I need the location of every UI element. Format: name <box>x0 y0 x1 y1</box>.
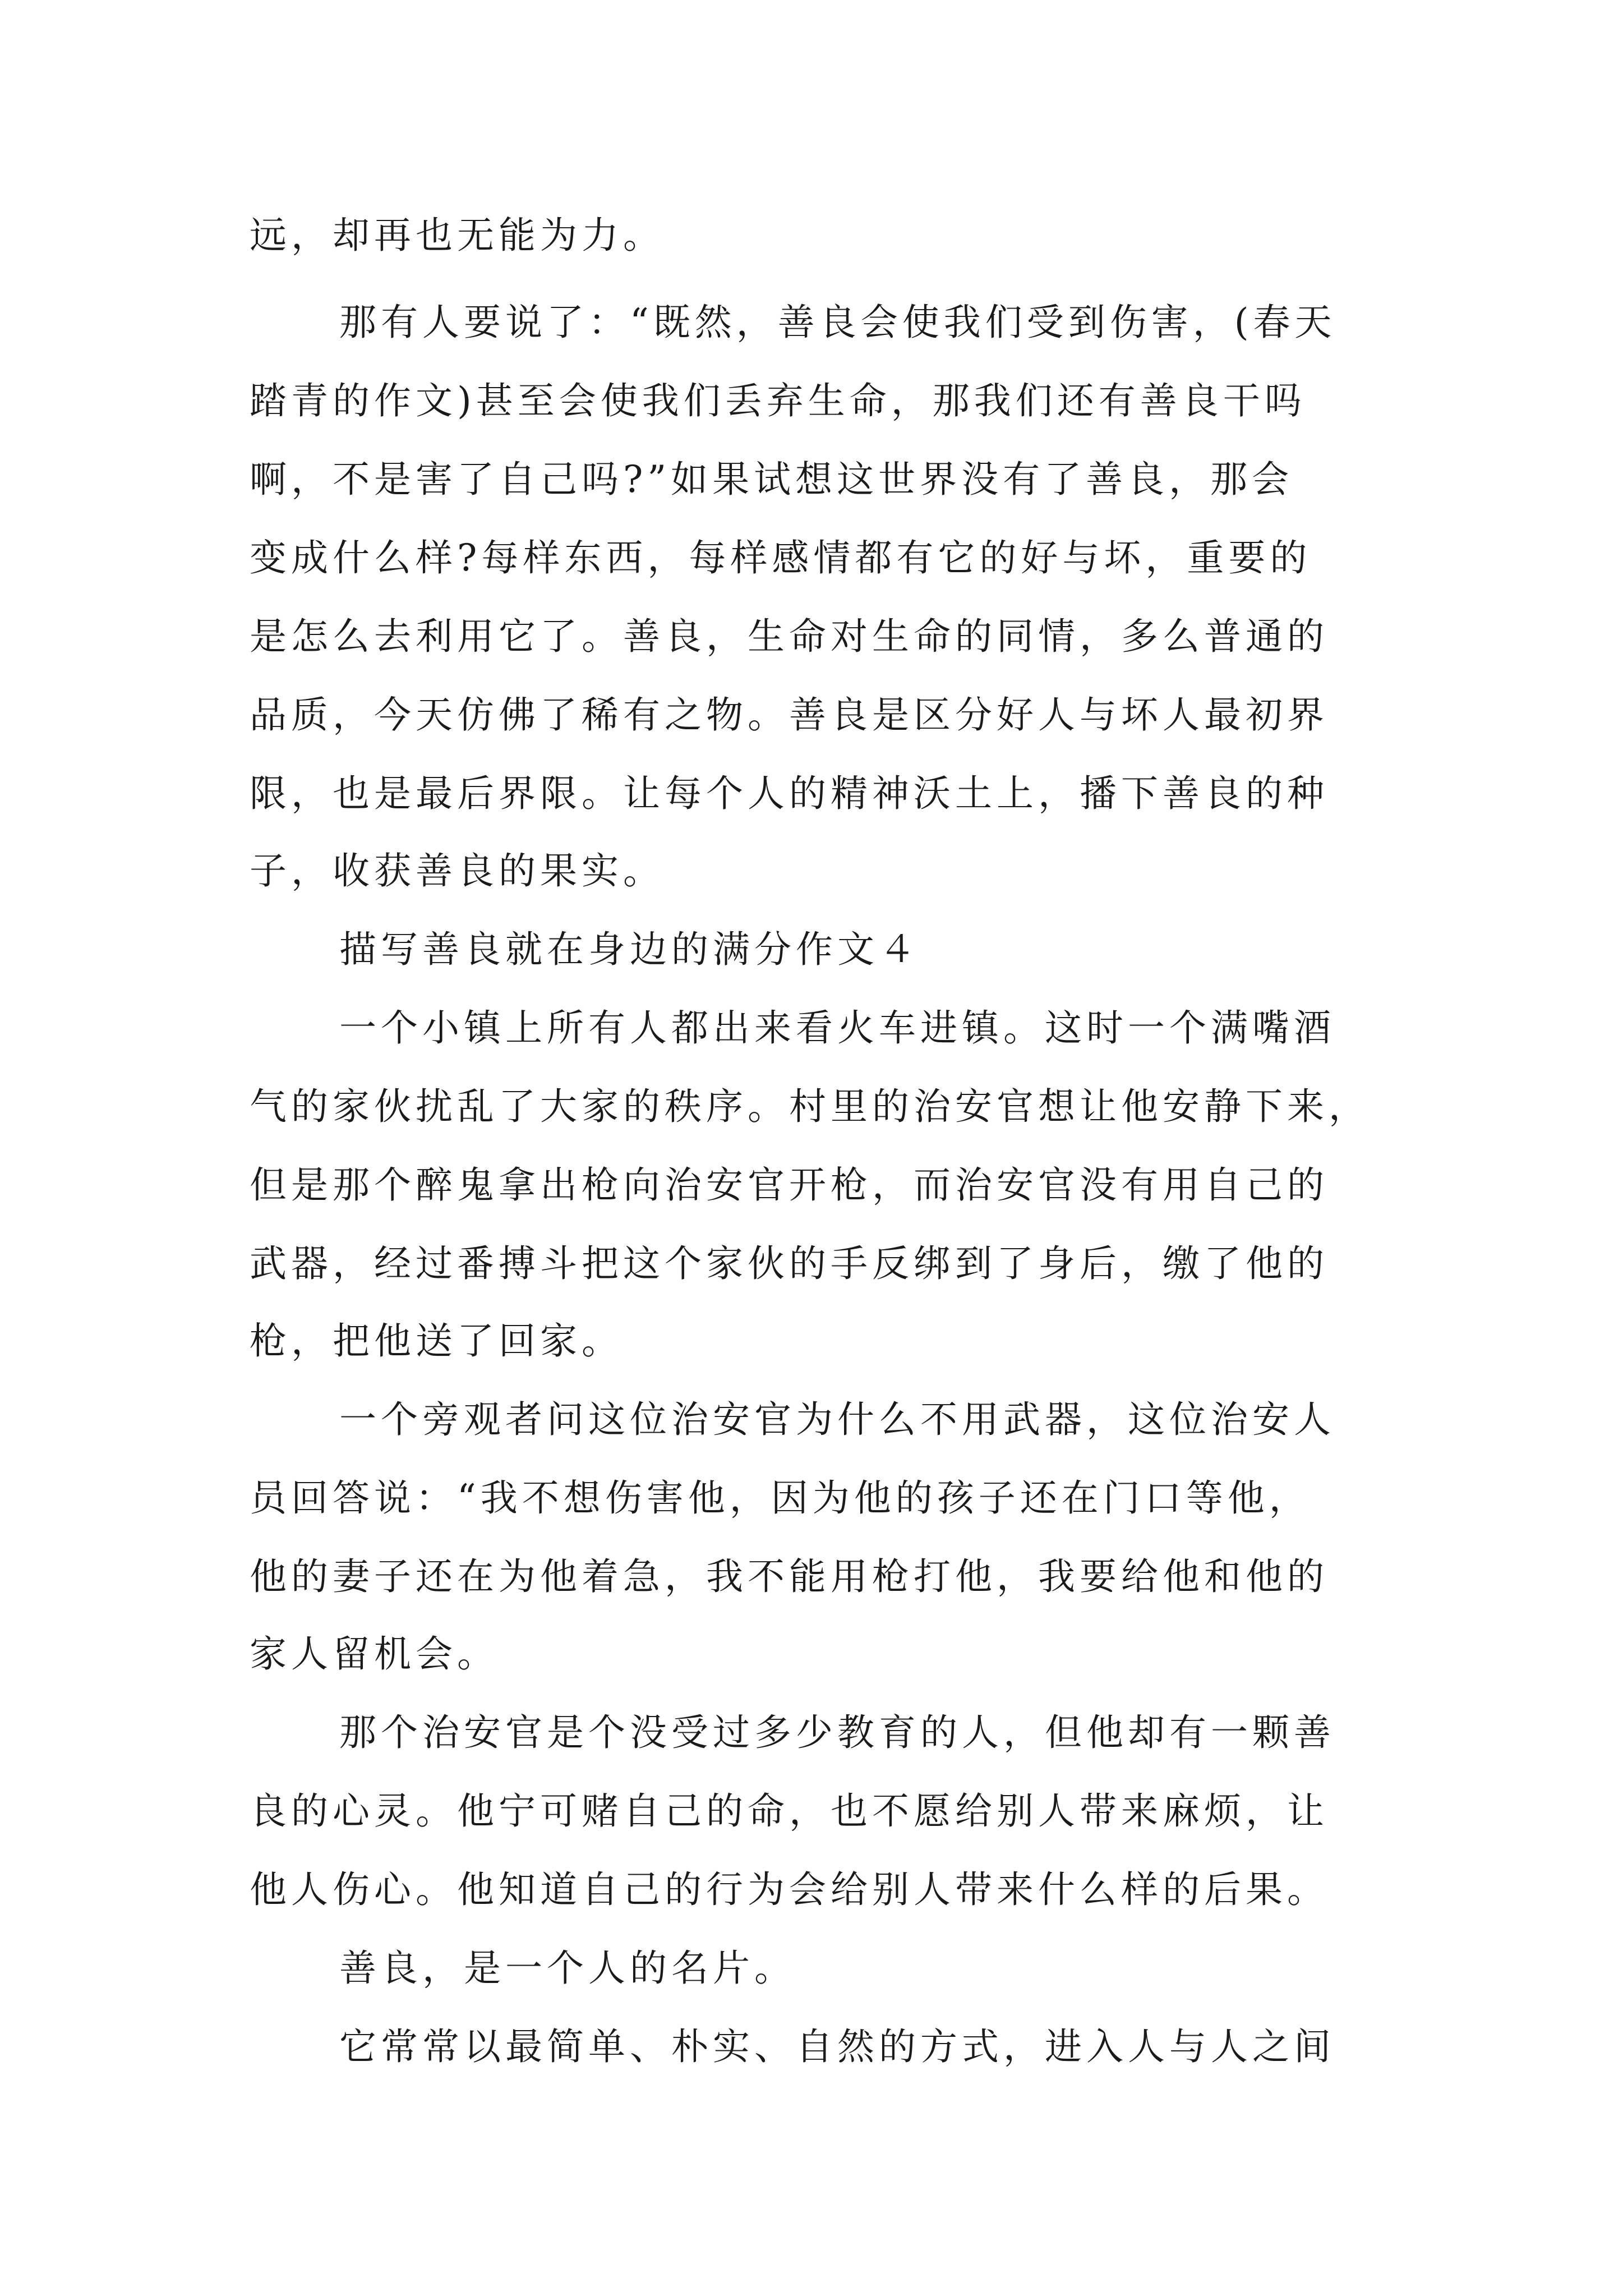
text-line: 武器，经过番搏斗把这个家伙的手反绑到了身后，缴了他的 <box>250 1242 1329 1285</box>
text-line: 家人留机会。 <box>250 1632 499 1676</box>
section-heading: 描写善良就在身边的满分作文４ <box>339 928 920 971</box>
text-line: 那个治安官是个没受过多少教育的人，但他却有一颗善 <box>339 1711 1335 1754</box>
text-line: 子，收获善良的果实。 <box>250 849 665 892</box>
text-line: 那有人要说了：“既然，善良会使我们受到伤害，(春天 <box>339 301 1336 344</box>
text-line: 一个旁观者问这位治安官为什么不用武器，这位治安人 <box>339 1398 1335 1441</box>
text-line: 变成什么样?每样东西，每样感情都有它的好与坏，重要的 <box>250 536 1312 579</box>
text-line: 限，也是最后界限。让每个人的精神沃土上，播下善良的种 <box>250 772 1329 815</box>
text-line: 一个小镇上所有人都出来看火车进镇。这时一个满嘴酒 <box>339 1006 1335 1050</box>
text-line: 远，却再也无能为力。 <box>250 214 665 257</box>
text-line: 踏青的作文)甚至会使我们丢弃生命，那我们还有善良干吗 <box>250 379 1306 422</box>
text-line: 是怎么去利用它了。善良，生命对生命的同情，多么普通的 <box>250 615 1329 658</box>
text-line: 善良，是一个人的名片。 <box>339 1947 796 1990</box>
text-line: 啊，不是害了自己吗?”如果试想这世界没有了善良，那会 <box>250 458 1294 501</box>
text-line: 他人伤心。他知道自己的行为会给别人带来什么样的后果。 <box>250 1868 1329 1911</box>
text-line: 员回答说：“我不想伤害他，因为他的孩子还在门口等他， <box>250 1476 1311 1520</box>
text-line: 但是那个醉鬼拿出枪向治安官开枪，而治安官没有用自己的 <box>250 1163 1329 1207</box>
text-line: 他的妻子还在为他着急，我不能用枪打他，我要给他和他的 <box>250 1555 1329 1598</box>
text-line: 气的家伙扰乱了大家的秩序。村里的治安官想让他安静下来， <box>250 1085 1370 1128</box>
text-line: 枪，把他送了回家。 <box>250 1319 623 1363</box>
text-line: 它常常以最简单、朴实、自然的方式，进入人与人之间 <box>339 2025 1335 2068</box>
text-line: 良的心灵。他宁可赌自己的命，也不愿给别人带来麻烦，让 <box>250 1789 1329 1833</box>
text-line: 品质，今天仿佛了稀有之物。善良是区分好人与坏人最初界 <box>250 693 1329 737</box>
